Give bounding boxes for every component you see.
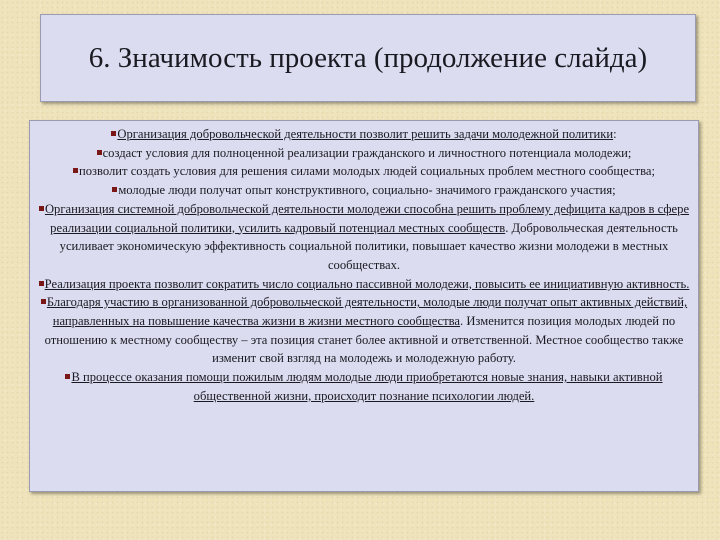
item-text: . Изменится позиция молодых людей по отношению к местному сообществу – эта позиция станет более активной и ответственной. Местное сообщество также изменит свой взгляд на молодежь и молодежную работу. — [44, 314, 684, 366]
item-underlined-text: Благодаря участию в организованной добровольческой деятельности, молодые люди получат опыт активных действий, направленных на повышение качества жизни в жизни местного сообщества — [46, 295, 688, 329]
item-text: . Добровольческая деятельность усиливает экономическую эффективность социальной политики, повышает качество жизни молодежи в местных сообществах. — [59, 220, 678, 272]
list-item — [36, 181, 692, 200]
slide-body — [29, 120, 699, 492]
bullet-icon — [41, 299, 46, 304]
bullet-icon — [97, 150, 102, 155]
item-text: : — [613, 127, 617, 141]
list-item — [36, 125, 692, 144]
bullet-icon — [73, 168, 78, 173]
list-item — [36, 275, 692, 294]
item-underlined-text: Организация системной добровольческой деятельности молодежи способна решить проблему дефицита кадров в сфере реализации социальной политики, усилить кадровый потенциал местных сообществ — [44, 201, 690, 235]
item-underlined-text: Реализация проекта позволит сократить число социально пассивной молодежи, повысить ее инициативную активность. — [44, 276, 690, 291]
bullet-icon — [39, 206, 44, 211]
list-item — [36, 162, 692, 181]
item-text: создаст условия для полноценной реализации гражданского и личностного потенциала молодежи; — [102, 145, 632, 160]
slide-title-box — [40, 14, 696, 102]
list-item — [36, 293, 692, 368]
bullet-icon — [111, 131, 116, 136]
item-underlined-text: В процессе оказания помощи пожилым людям молодые люди приобретаются новые знания, навыки активной общественной жизни, происходит познание психологии людей. — [71, 370, 663, 403]
item-text: позволит создать условия для решения силами молодых людей социальных проблем местного сообщества; — [79, 164, 655, 179]
item-underlined-text: Организация добровольческой деятельности позволит решить задачи молодежной политики — [117, 127, 614, 141]
slide-title: 6. Значимость проекта (продолжение слайда) — [88, 42, 648, 74]
list-item — [36, 144, 692, 163]
bullet-icon — [39, 281, 44, 286]
list-item — [36, 368, 692, 405]
item-text: молодые люди получат опыт конструктивного, социально- значимого гражданского участия; — [118, 183, 616, 198]
bullet-icon — [112, 187, 117, 192]
list-item — [36, 200, 692, 275]
bullet-icon — [65, 374, 70, 379]
